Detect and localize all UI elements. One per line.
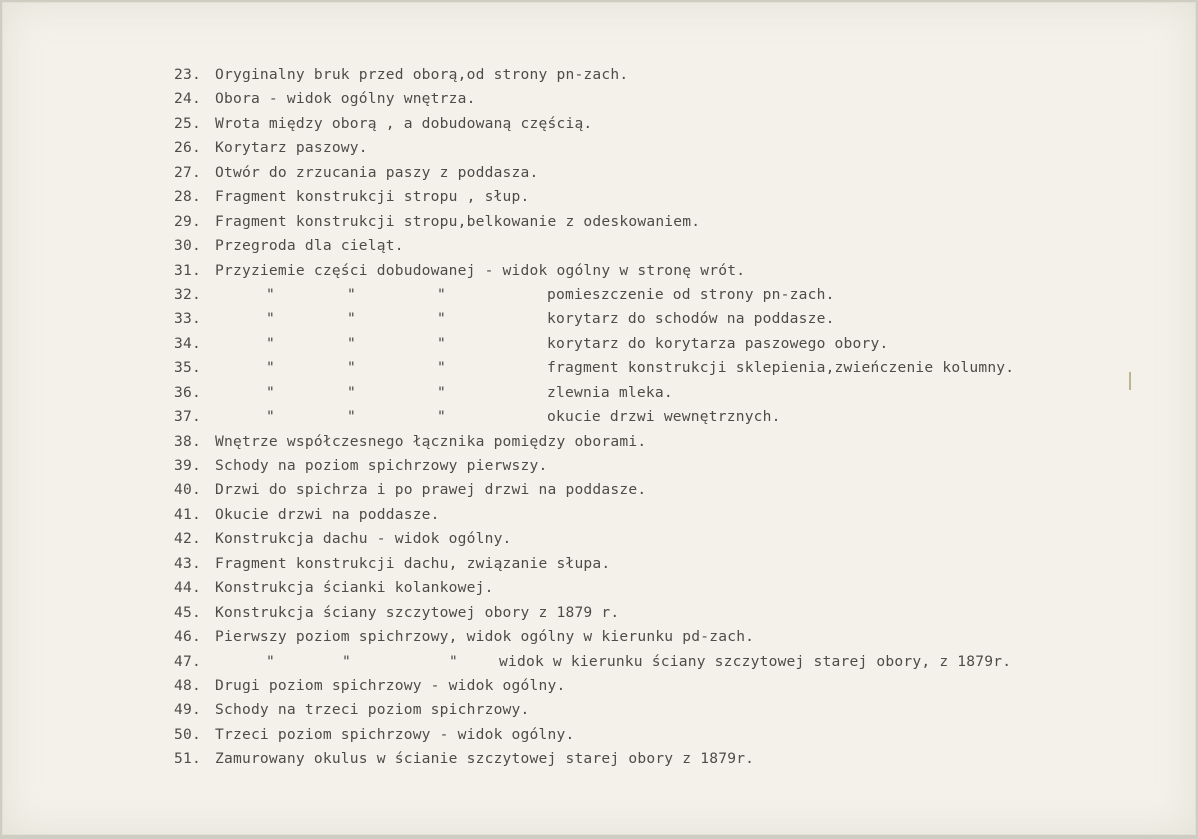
ditto-mark: ": [437, 285, 446, 303]
ditto-mark: ": [347, 334, 356, 352]
item-number: 25.: [174, 114, 201, 132]
photo-list: [2, 63, 1196, 772]
ditto-mark: ": [437, 334, 446, 352]
item-text: Trzeci poziom spichrzowy - widok ogólny.: [215, 725, 575, 743]
list-item: [2, 601, 1196, 625]
item-text: Schody na trzeci poziom spichrzowy.: [215, 701, 530, 719]
item-number: 47.: [174, 652, 201, 670]
ditto-mark: ": [266, 359, 275, 377]
item-text: Fragment konstrukcji stropu,belkowanie z odeskowaniem.: [215, 212, 701, 230]
item-number: 51.: [174, 750, 201, 768]
item-number: 38.: [174, 432, 201, 450]
list-item: [2, 698, 1196, 722]
item-text: Obora - widok ogólny wnętrza.: [215, 90, 476, 108]
ditto-mark: ": [266, 310, 275, 328]
list-item: [2, 747, 1196, 771]
ditto-mark: ": [437, 310, 446, 328]
list-item: [2, 259, 1196, 283]
ditto-mark: ": [347, 359, 356, 377]
item-text: Otwór do zrzucania paszy z poddasza.: [215, 163, 539, 181]
item-number: 32.: [174, 285, 201, 303]
item-text: Konstrukcja ściany szczytowej obory z 1879 r.: [215, 603, 620, 621]
list-item: [2, 503, 1196, 527]
ditto-mark: ": [266, 383, 275, 401]
ditto-mark: ": [342, 652, 351, 670]
item-text: Konstrukcja ścianki kolankowej.: [215, 579, 494, 597]
list-item-ditto: [2, 650, 1196, 674]
item-number: 26.: [174, 139, 201, 157]
item-text: Wrota między oborą , a dobudowaną częścią.: [215, 114, 593, 132]
item-text: Przegroda dla cieląt.: [215, 237, 404, 255]
list-item: [2, 234, 1196, 258]
item-number: 33.: [174, 310, 201, 328]
list-item: [2, 112, 1196, 136]
item-text: Oryginalny bruk przed oborą,od strony pn-zach.: [215, 66, 629, 83]
ditto-mark: ": [347, 383, 356, 401]
list-item: [2, 210, 1196, 234]
list-item-ditto: [2, 283, 1196, 307]
item-text: Fragment konstrukcji dachu, związanie słupa.: [215, 554, 611, 572]
ditto-mark: ": [347, 285, 356, 303]
list-item-ditto: [2, 405, 1196, 429]
item-text: Drugi poziom spichrzowy - widok ogólny.: [215, 676, 566, 694]
item-number: 46.: [174, 628, 201, 646]
item-number: 42.: [174, 530, 201, 548]
list-item-ditto: [2, 307, 1196, 331]
ditto-mark: ": [266, 408, 275, 426]
list-item: [2, 161, 1196, 185]
item-text: korytarz do schodów na poddasze.: [547, 310, 835, 328]
item-text: Schody na poziom spichrzowy pierwszy.: [215, 457, 548, 474]
item-text: Okucie drzwi na poddasze.: [215, 505, 440, 523]
paper-blemish: [1129, 372, 1131, 390]
ditto-mark: ": [437, 359, 446, 377]
item-number: 34.: [174, 334, 201, 352]
list-item: [2, 625, 1196, 649]
list-item: [2, 185, 1196, 209]
item-number: 49.: [174, 701, 201, 719]
item-text: pomieszczenie od strony pn-zach.: [547, 285, 835, 303]
list-item: [2, 136, 1196, 160]
list-item-ditto: [2, 381, 1196, 405]
item-number: 30.: [174, 237, 201, 255]
item-number: 45.: [174, 603, 201, 621]
item-text: widok w kierunku ściany szczytowej starej obory, z 1879r.: [499, 652, 1012, 670]
list-item: [2, 674, 1196, 698]
list-item-ditto: [2, 332, 1196, 356]
item-text: Konstrukcja dachu - widok ogólny.: [215, 530, 512, 548]
list-item-ditto: [2, 356, 1196, 380]
item-text: Fragment konstrukcji stropu , słup.: [215, 188, 530, 206]
item-text: zlewnia mleka.: [547, 383, 673, 401]
item-text: korytarz do korytarza paszowego obory.: [547, 334, 889, 352]
list-item: [2, 552, 1196, 576]
ditto-mark: ": [266, 334, 275, 352]
list-item: [2, 576, 1196, 600]
item-text: Przyziemie części dobudowanej - widok ogólny w stronę wrót.: [215, 261, 746, 279]
item-text: fragment konstrukcji sklepienia,zwieńczenie kolumny.: [547, 359, 1015, 377]
list-item: [2, 87, 1196, 111]
ditto-mark: ": [437, 383, 446, 401]
item-number: 36.: [174, 383, 201, 401]
list-item: [2, 527, 1196, 551]
item-number: 35.: [174, 359, 201, 377]
item-number: 27.: [174, 163, 201, 181]
item-number: 31.: [174, 261, 201, 279]
item-number: 29.: [174, 212, 201, 230]
item-number: 50.: [174, 725, 201, 743]
item-text: Wnętrze współczesnego łącznika pomiędzy oborami.: [215, 432, 647, 450]
list-item: [2, 454, 1196, 478]
item-number: 44.: [174, 579, 201, 597]
item-number: 43.: [174, 554, 201, 572]
item-number: 37.: [174, 408, 201, 426]
item-number: 39.: [174, 457, 201, 474]
item-number: 24.: [174, 90, 201, 108]
item-number: 48.: [174, 676, 201, 694]
item-text: Drzwi do spichrza i po prawej drzwi na poddasze.: [215, 481, 647, 499]
list-item: [2, 430, 1196, 454]
ditto-mark: ": [266, 285, 275, 303]
item-number: 28.: [174, 188, 201, 206]
item-number: 40.: [174, 481, 201, 499]
item-number: 41.: [174, 505, 201, 523]
ditto-mark: ": [347, 408, 356, 426]
ditto-mark: ": [437, 408, 446, 426]
item-text: Pierwszy poziom spichrzowy, widok ogólny w kierunku pd-zach.: [215, 628, 755, 646]
list-item: [2, 723, 1196, 747]
item-text: Korytarz paszowy.: [215, 139, 368, 157]
list-item: [2, 478, 1196, 502]
ditto-mark: ": [449, 652, 458, 670]
ditto-mark: ": [266, 652, 275, 670]
item-text: Zamurowany okulus w ścianie szczytowej starej obory z 1879r.: [215, 750, 755, 768]
list-item: [2, 63, 1196, 87]
item-text: okucie drzwi wewnętrznych.: [547, 408, 781, 426]
item-number: 23.: [174, 66, 201, 83]
ditto-mark: ": [347, 310, 356, 328]
typewritten-page: [2, 2, 1196, 835]
